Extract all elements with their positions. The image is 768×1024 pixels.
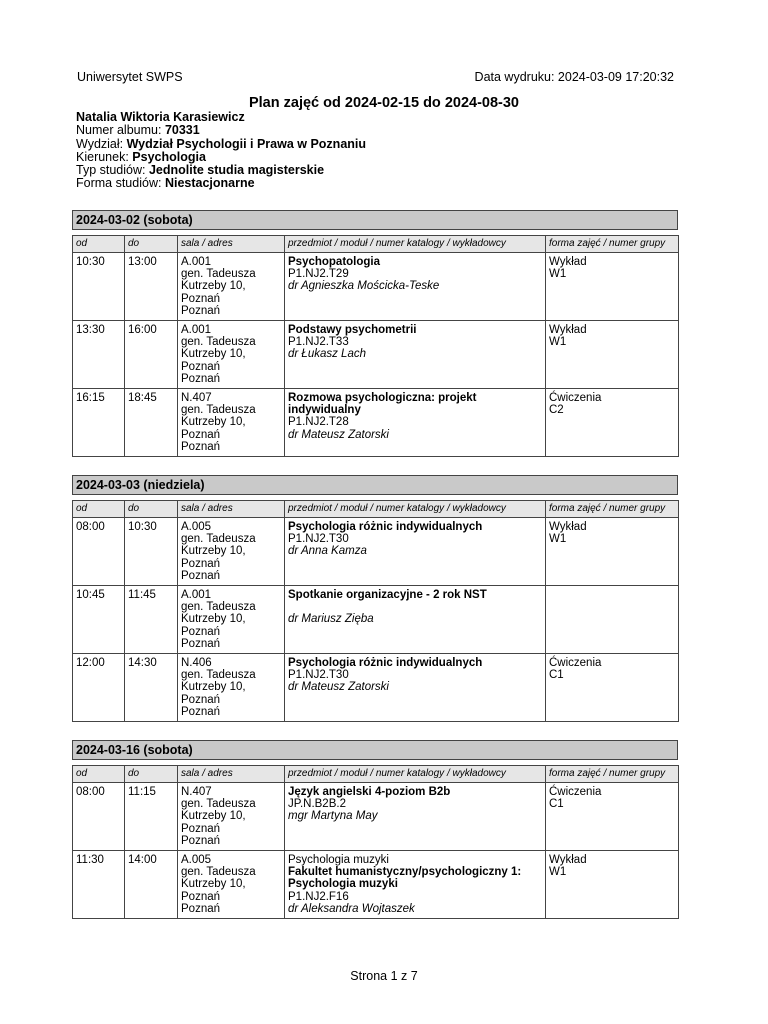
subject-name: Podstawy psychometrii <box>288 324 417 337</box>
catalog-number: P1.NJ2.T30 <box>288 669 349 682</box>
class-form-cell <box>546 851 679 919</box>
room-address <box>178 654 285 722</box>
room-line: Kutrzeby 10, <box>181 613 246 626</box>
class-form: Ćwiczenia <box>549 392 602 405</box>
class-form-cell <box>546 321 679 389</box>
class-form: Wykład <box>549 324 587 337</box>
room-line: Poznań <box>181 902 221 915</box>
subject-cell <box>285 389 546 457</box>
col-from-header: od <box>73 236 125 253</box>
time-to: 14:30 <box>125 654 178 722</box>
group-number: C2 <box>549 404 564 417</box>
time-from: 12:00 <box>73 654 125 722</box>
room-address <box>178 851 285 919</box>
day-header: 2024-03-16 (sobota) <box>72 740 678 760</box>
col-room-header: sala / adres <box>178 236 285 253</box>
table-row <box>73 654 679 722</box>
col-form-header: forma zajęć / numer grupy <box>546 766 679 783</box>
lecturer-name: dr Mateusz Zatorski <box>288 681 389 694</box>
day-section <box>72 475 678 722</box>
class-form: Wykład <box>549 854 587 867</box>
room-address <box>178 389 285 457</box>
day-section <box>72 210 678 457</box>
room-line: Poznań <box>181 705 221 718</box>
day-header: 2024-03-03 (niedziela) <box>72 475 678 495</box>
room-line: A.001 <box>181 256 212 268</box>
room-line: Kutrzeby 10, <box>181 878 246 891</box>
room-line: gen. Tadeusza <box>181 533 256 546</box>
subject-name: Fakultet humanistyczny/psychologiczny 1: Psychologia muzyki <box>288 866 522 891</box>
lecturer-name: dr Mariusz Zięba <box>288 613 374 626</box>
subject-cell <box>285 851 546 919</box>
student-info <box>76 111 366 191</box>
subject-cell <box>285 321 546 389</box>
group-number: W1 <box>549 336 567 349</box>
group-number: W1 <box>549 866 567 879</box>
room-address <box>178 518 285 586</box>
lecturer-name: dr Agnieszka Mościcka-Teske <box>288 280 440 293</box>
table-row <box>73 783 679 851</box>
room-address <box>178 586 285 654</box>
class-form: Ćwiczenia <box>549 657 602 670</box>
page-title: Plan zajęć od 2024-02-15 do 2024-08-30 <box>248 95 519 111</box>
schedule-table <box>72 500 679 722</box>
room-line: gen. Tadeusza <box>181 798 256 811</box>
col-room-header: sala / adres <box>178 501 285 518</box>
subject-name: Psychopatologia <box>288 256 381 268</box>
room-line: Poznań <box>181 890 221 903</box>
subject-cell <box>285 783 546 851</box>
time-from: 08:00 <box>73 518 125 586</box>
room-line: N.407 <box>181 392 212 405</box>
room-line: A.005 <box>181 854 212 867</box>
room-line: gen. Tadeusza <box>181 601 256 614</box>
time-from: 10:30 <box>73 253 125 321</box>
subject-name: Rozmowa psychologiczna: projekt indywidualny <box>288 392 477 417</box>
class-form-cell <box>546 586 679 654</box>
room-line: Poznań <box>181 360 221 373</box>
room-line: Poznań <box>181 822 221 835</box>
col-form-header: forma zajęć / numer grupy <box>546 501 679 518</box>
class-form: Wykład <box>549 521 587 533</box>
catalog-number: P1.NJ2.F16 <box>288 890 349 903</box>
lecturer-name: dr Aleksandra Wojtaszek <box>288 902 415 915</box>
institution-name: Uniwersytet SWPS <box>77 70 183 84</box>
album-line: Numer albumu: 70331 <box>76 123 200 138</box>
room-line: gen. Tadeusza <box>181 404 256 417</box>
field-line: Kierunek: Psychologia <box>76 149 206 164</box>
col-subject-header: przedmiot / moduł / numer katalogy / wykładowcy <box>285 766 546 783</box>
table-row <box>73 253 679 321</box>
time-to: 11:15 <box>125 783 178 851</box>
subject-name: Język angielski 4-poziom B2b <box>288 786 451 798</box>
col-form-header: forma zajęć / numer grupy <box>546 236 679 253</box>
subject-name: Psychologia różnic indywidualnych <box>288 657 483 670</box>
room-line: Kutrzeby 10, <box>181 545 246 558</box>
class-form-cell <box>546 654 679 722</box>
room-line: gen. Tadeusza <box>181 336 256 349</box>
room-line: A.001 <box>181 589 212 602</box>
student-name: Natalia Wiktoria Karasiewicz <box>76 110 245 124</box>
room-line: Poznań <box>181 372 221 385</box>
day-header: 2024-03-02 (sobota) <box>72 210 678 230</box>
class-form-cell <box>546 518 679 586</box>
class-form-cell <box>546 783 679 851</box>
day-section <box>72 740 678 919</box>
room-line: Poznań <box>181 693 221 706</box>
room-line: A.001 <box>181 324 212 337</box>
time-from: 10:45 <box>73 586 125 654</box>
time-from: 13:30 <box>73 321 125 389</box>
class-form-cell <box>546 389 679 457</box>
time-to: 11:45 <box>125 586 178 654</box>
faculty-line: Wydział: Wydział Psychologii i Prawa w Poznaniu <box>76 136 367 151</box>
subject-cell <box>285 654 546 722</box>
lecturer-name: dr Mateusz Zatorski <box>288 428 389 441</box>
time-to: 16:00 <box>125 321 178 389</box>
room-line: Kutrzeby 10, <box>181 681 246 694</box>
time-to: 14:00 <box>125 851 178 919</box>
lecturer-name: dr Anna Kamza <box>288 545 367 558</box>
subject-cell <box>285 253 546 321</box>
class-form-cell <box>546 253 679 321</box>
catalog-number: P1.NJ2.T29 <box>288 268 349 281</box>
room-line: Poznań <box>181 557 221 570</box>
page-number: Strona 1 z 7 <box>350 969 418 983</box>
time-to: 10:30 <box>125 518 178 586</box>
class-form: Wykład <box>549 256 587 268</box>
time-to: 13:00 <box>125 253 178 321</box>
subject-cell <box>285 518 546 586</box>
catalog-number: P1.NJ2.T30 <box>288 533 349 546</box>
time-from: 11:30 <box>73 851 125 919</box>
table-row <box>73 389 679 457</box>
catalog-number: JP.N.B2B.2 <box>288 798 346 811</box>
group-number: C1 <box>549 669 564 682</box>
room-line: Poznań <box>181 569 221 582</box>
room-line: gen. Tadeusza <box>181 866 256 879</box>
table-row <box>73 321 679 389</box>
table-row <box>73 586 679 654</box>
group-number: W1 <box>549 268 567 281</box>
catalog-number: P1.NJ2.T33 <box>288 336 349 349</box>
col-subject-header: przedmiot / moduł / numer katalogy / wykładowcy <box>285 501 546 518</box>
table-row <box>73 518 679 586</box>
room-address <box>178 783 285 851</box>
subject-name: Psychologia różnic indywidualnych <box>288 521 483 533</box>
room-line: Kutrzeby 10, <box>181 280 246 293</box>
lecturer-name: mgr Martyna May <box>288 810 378 823</box>
time-from: 16:15 <box>73 389 125 457</box>
subject-cell <box>285 586 546 654</box>
room-line: Kutrzeby 10, <box>181 348 246 361</box>
room-line: N.407 <box>181 786 212 798</box>
col-from-header: od <box>73 501 125 518</box>
schedule-table <box>72 235 679 457</box>
room-line: N.406 <box>181 657 212 670</box>
col-subject-header: przedmiot / moduł / numer katalogy / wykładowcy <box>285 236 546 253</box>
room-line: gen. Tadeusza <box>181 669 256 682</box>
lecturer-name: dr Łukasz Lach <box>288 348 366 361</box>
col-to-header: do <box>125 766 178 783</box>
study-type-line: Typ studiów: Jednolite studia magisterskie <box>76 163 325 178</box>
room-address <box>178 321 285 389</box>
catalog-number: P1.NJ2.T28 <box>288 416 349 429</box>
room-line: A.005 <box>181 521 212 533</box>
col-to-header: do <box>125 501 178 518</box>
study-form-line: Forma studiów: Niestacjonarne <box>76 176 255 191</box>
table-row <box>73 851 679 919</box>
room-line: Kutrzeby 10, <box>181 416 246 429</box>
print-date: Data wydruku: 2024-03-09 17:20:32 <box>474 70 674 84</box>
time-to: 18:45 <box>125 389 178 457</box>
catalog-number <box>288 601 542 613</box>
col-to-header: do <box>125 236 178 253</box>
class-form: Ćwiczenia <box>549 786 602 798</box>
room-address <box>178 253 285 321</box>
time-from: 08:00 <box>73 783 125 851</box>
room-line: Poznań <box>181 304 221 317</box>
room-line: Kutrzeby 10, <box>181 810 246 823</box>
col-from-header: od <box>73 766 125 783</box>
room-line: Poznań <box>181 440 221 453</box>
group-number: W1 <box>549 533 567 546</box>
subject-name: Spotkanie organizacyjne - 2 rok NST <box>288 589 487 602</box>
col-room-header: sala / adres <box>178 766 285 783</box>
room-line: Poznań <box>181 428 221 441</box>
room-line: Poznań <box>181 834 221 847</box>
module-name: Psychologia muzyki <box>288 854 389 867</box>
room-line: Poznań <box>181 625 221 638</box>
group-number: C1 <box>549 798 564 811</box>
schedule-table <box>72 765 679 919</box>
room-line: Poznań <box>181 637 221 650</box>
room-line: Poznań <box>181 292 221 305</box>
room-line: gen. Tadeusza <box>181 268 256 281</box>
